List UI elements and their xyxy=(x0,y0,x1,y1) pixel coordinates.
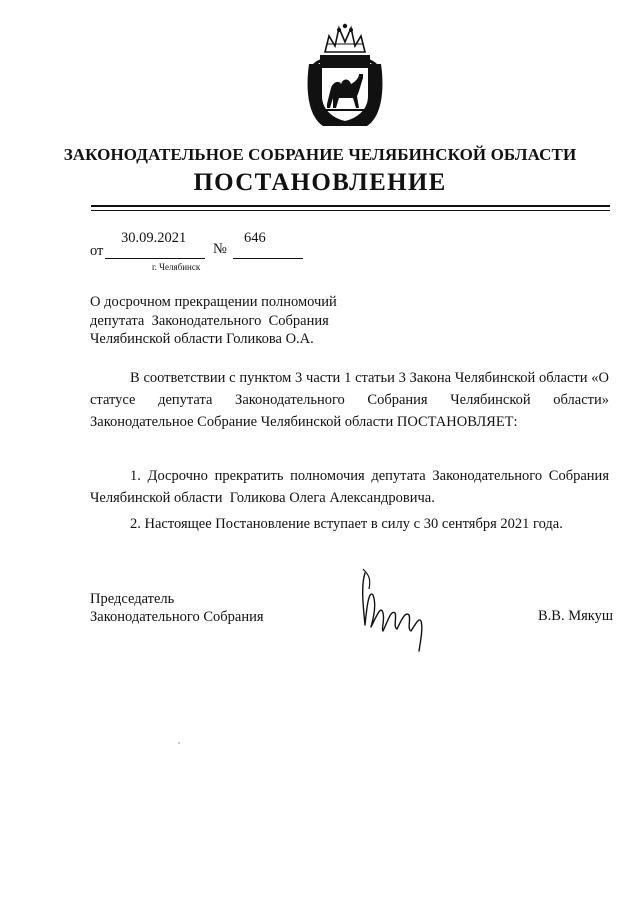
scan-artifact xyxy=(178,742,180,744)
subject-line: О досрочном прекращении полномочий xyxy=(90,294,337,310)
subject-line: депутата Законодательного Собрания xyxy=(90,312,329,329)
document-number: 646 xyxy=(244,230,266,246)
resolution-item-1: 1. Досрочно прекратить полномочия депутата Законодательного Собрания Челябинской области Голикова Олега Александровича. xyxy=(90,468,613,506)
from-label: от xyxy=(90,243,104,259)
handwritten-signature-icon xyxy=(355,565,435,655)
number-underline xyxy=(233,258,303,259)
resolution-item-2: 2. Настоящее Постановление вступает в силу с 30 сентября 2021 года. xyxy=(130,516,563,532)
signatory-title xyxy=(90,590,264,626)
number-label: № xyxy=(213,241,227,257)
document-subject xyxy=(90,293,360,349)
organization-name: ЗАКОНОДАТЕЛЬНОЕ СОБРАНИЕ ЧЕЛЯБИНСКОЙ ОБЛАСТИ xyxy=(63,145,577,164)
signatory-title-line: Законодательного Собрания xyxy=(90,609,264,625)
coat-of-arms-icon xyxy=(303,22,387,134)
intro-paragraph: В соответствии с пунктом 3 части 1 статьи 3 Закона Челябинской области «О статусе депутата Законодательного Собрания Челябинской области» Законодательное Собрание Челябинской области ПОСТАНОВЛЯЕТ: xyxy=(90,370,609,430)
document-date: 30.09.2021 xyxy=(121,230,187,246)
date-underline xyxy=(105,258,205,259)
city: г. Челябинск xyxy=(152,262,201,272)
subject-line: Челябинской области Голикова О.А. xyxy=(90,331,314,348)
document-type: ПОСТАНОВЛЕНИЕ xyxy=(193,169,447,196)
header-rule-thin xyxy=(91,210,610,211)
signatory-name: В.В. Мякуш xyxy=(538,608,614,624)
signatory-title-line: Председатель xyxy=(90,591,175,607)
header-rule-thick xyxy=(91,205,610,207)
